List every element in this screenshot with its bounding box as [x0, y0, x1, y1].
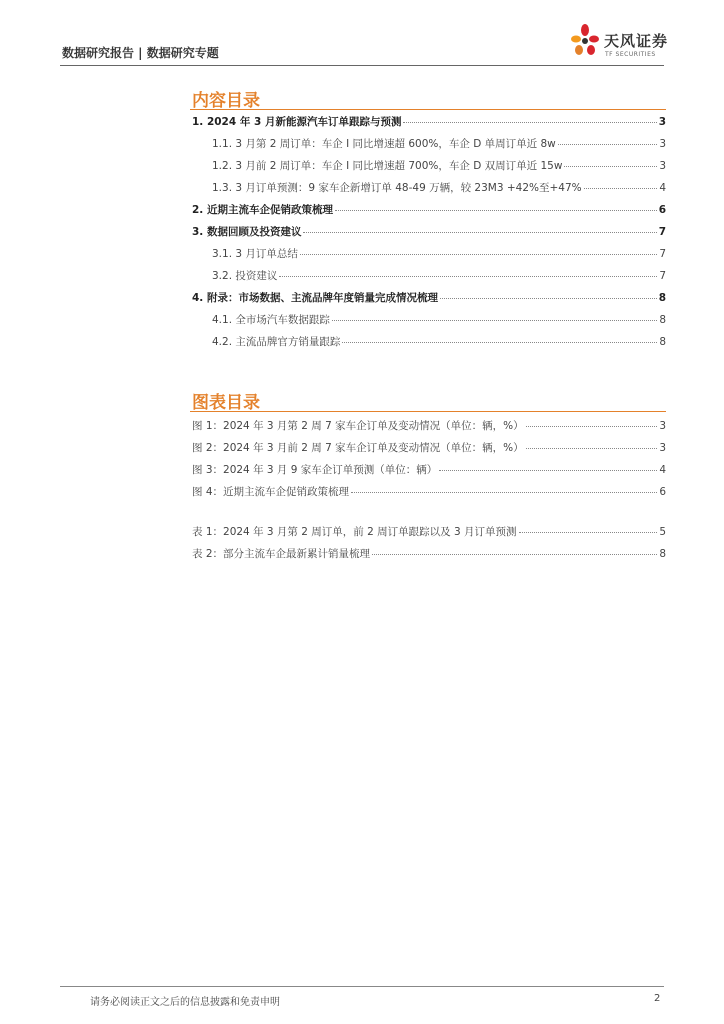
page-number: 2: [654, 993, 661, 1004]
company-logo: [568, 22, 668, 62]
report-type: 数据研究报告 | 数据研究专题: [62, 46, 219, 60]
logo-text-cn: 天风证券: [604, 32, 669, 50]
toc-entry[interactable]: 3.2. 投资建议 7: [212, 270, 666, 282]
figures-title: 图表目录: [192, 393, 260, 413]
footer-divider: [60, 986, 664, 987]
toc-entry[interactable]: 1.1. 3 月第 2 周订单：车企 I 同比增速超 600%，车企 D 单周订单近 8w 3: [212, 138, 666, 150]
figures-title-divider: [190, 411, 666, 412]
logo-flower-icon: [568, 22, 602, 62]
figure-entry[interactable]: 图 3：2024 年 3 月 9 家车企订单预测（单位：辆） 4: [192, 464, 666, 476]
figure-entry[interactable]: 图 1：2024 年 3 月第 2 周 7 家车企订单及变动情况（单位：辆，%） 3: [192, 420, 666, 432]
header-divider: [60, 65, 664, 66]
toc-entry[interactable]: 3. 数据回顾及投资建议 7: [192, 226, 666, 238]
toc-entry[interactable]: 4. 附录：市场数据、主流品牌年度销量完成情况梳理 8: [192, 292, 666, 304]
logo-text-en: TF SECURITIES: [605, 51, 656, 58]
figure-entry[interactable]: 图 4：近期主流车企促销政策梳理 6: [192, 486, 666, 498]
toc-entry[interactable]: 1.3. 3 月订单预测：9 家车企新增订单 48-49 万辆，较 23M3 +42%至+47% 4: [212, 182, 666, 194]
toc-entry[interactable]: 3.1. 3 月订单总结 7: [212, 248, 666, 260]
toc-entry[interactable]: 1.2. 3 月前 2 周订单：车企 I 同比增速超 700%，车企 D 双周订单近 15w 3: [212, 160, 666, 172]
toc-title: 内容目录: [192, 91, 260, 111]
table-entry[interactable]: 表 2：部分主流车企最新累计销量梳理 8: [192, 548, 666, 560]
toc-entry[interactable]: 4.1. 全市场汽车数据跟踪 8: [212, 314, 666, 326]
toc-entry[interactable]: 2. 近期主流车企促销政策梳理 6: [192, 204, 666, 216]
toc-entry[interactable]: 1. 2024 年 3 月新能源汽车订单跟踪与预测 3: [192, 116, 666, 128]
figure-entry[interactable]: 图 2：2024 年 3 月前 2 周 7 家车企订单及变动情况（单位：辆，%） 3: [192, 442, 666, 454]
toc-title-divider: [190, 109, 666, 110]
disclaimer-text: 请务必阅读正文之后的信息披露和免责申明: [90, 997, 280, 1008]
toc-entry[interactable]: 4.2. 主流品牌官方销量跟踪 8: [212, 336, 666, 348]
table-entry[interactable]: 表 1：2024 年 3 月第 2 周订单，前 2 周订单跟踪以及 3 月订单预测 5: [192, 526, 666, 538]
